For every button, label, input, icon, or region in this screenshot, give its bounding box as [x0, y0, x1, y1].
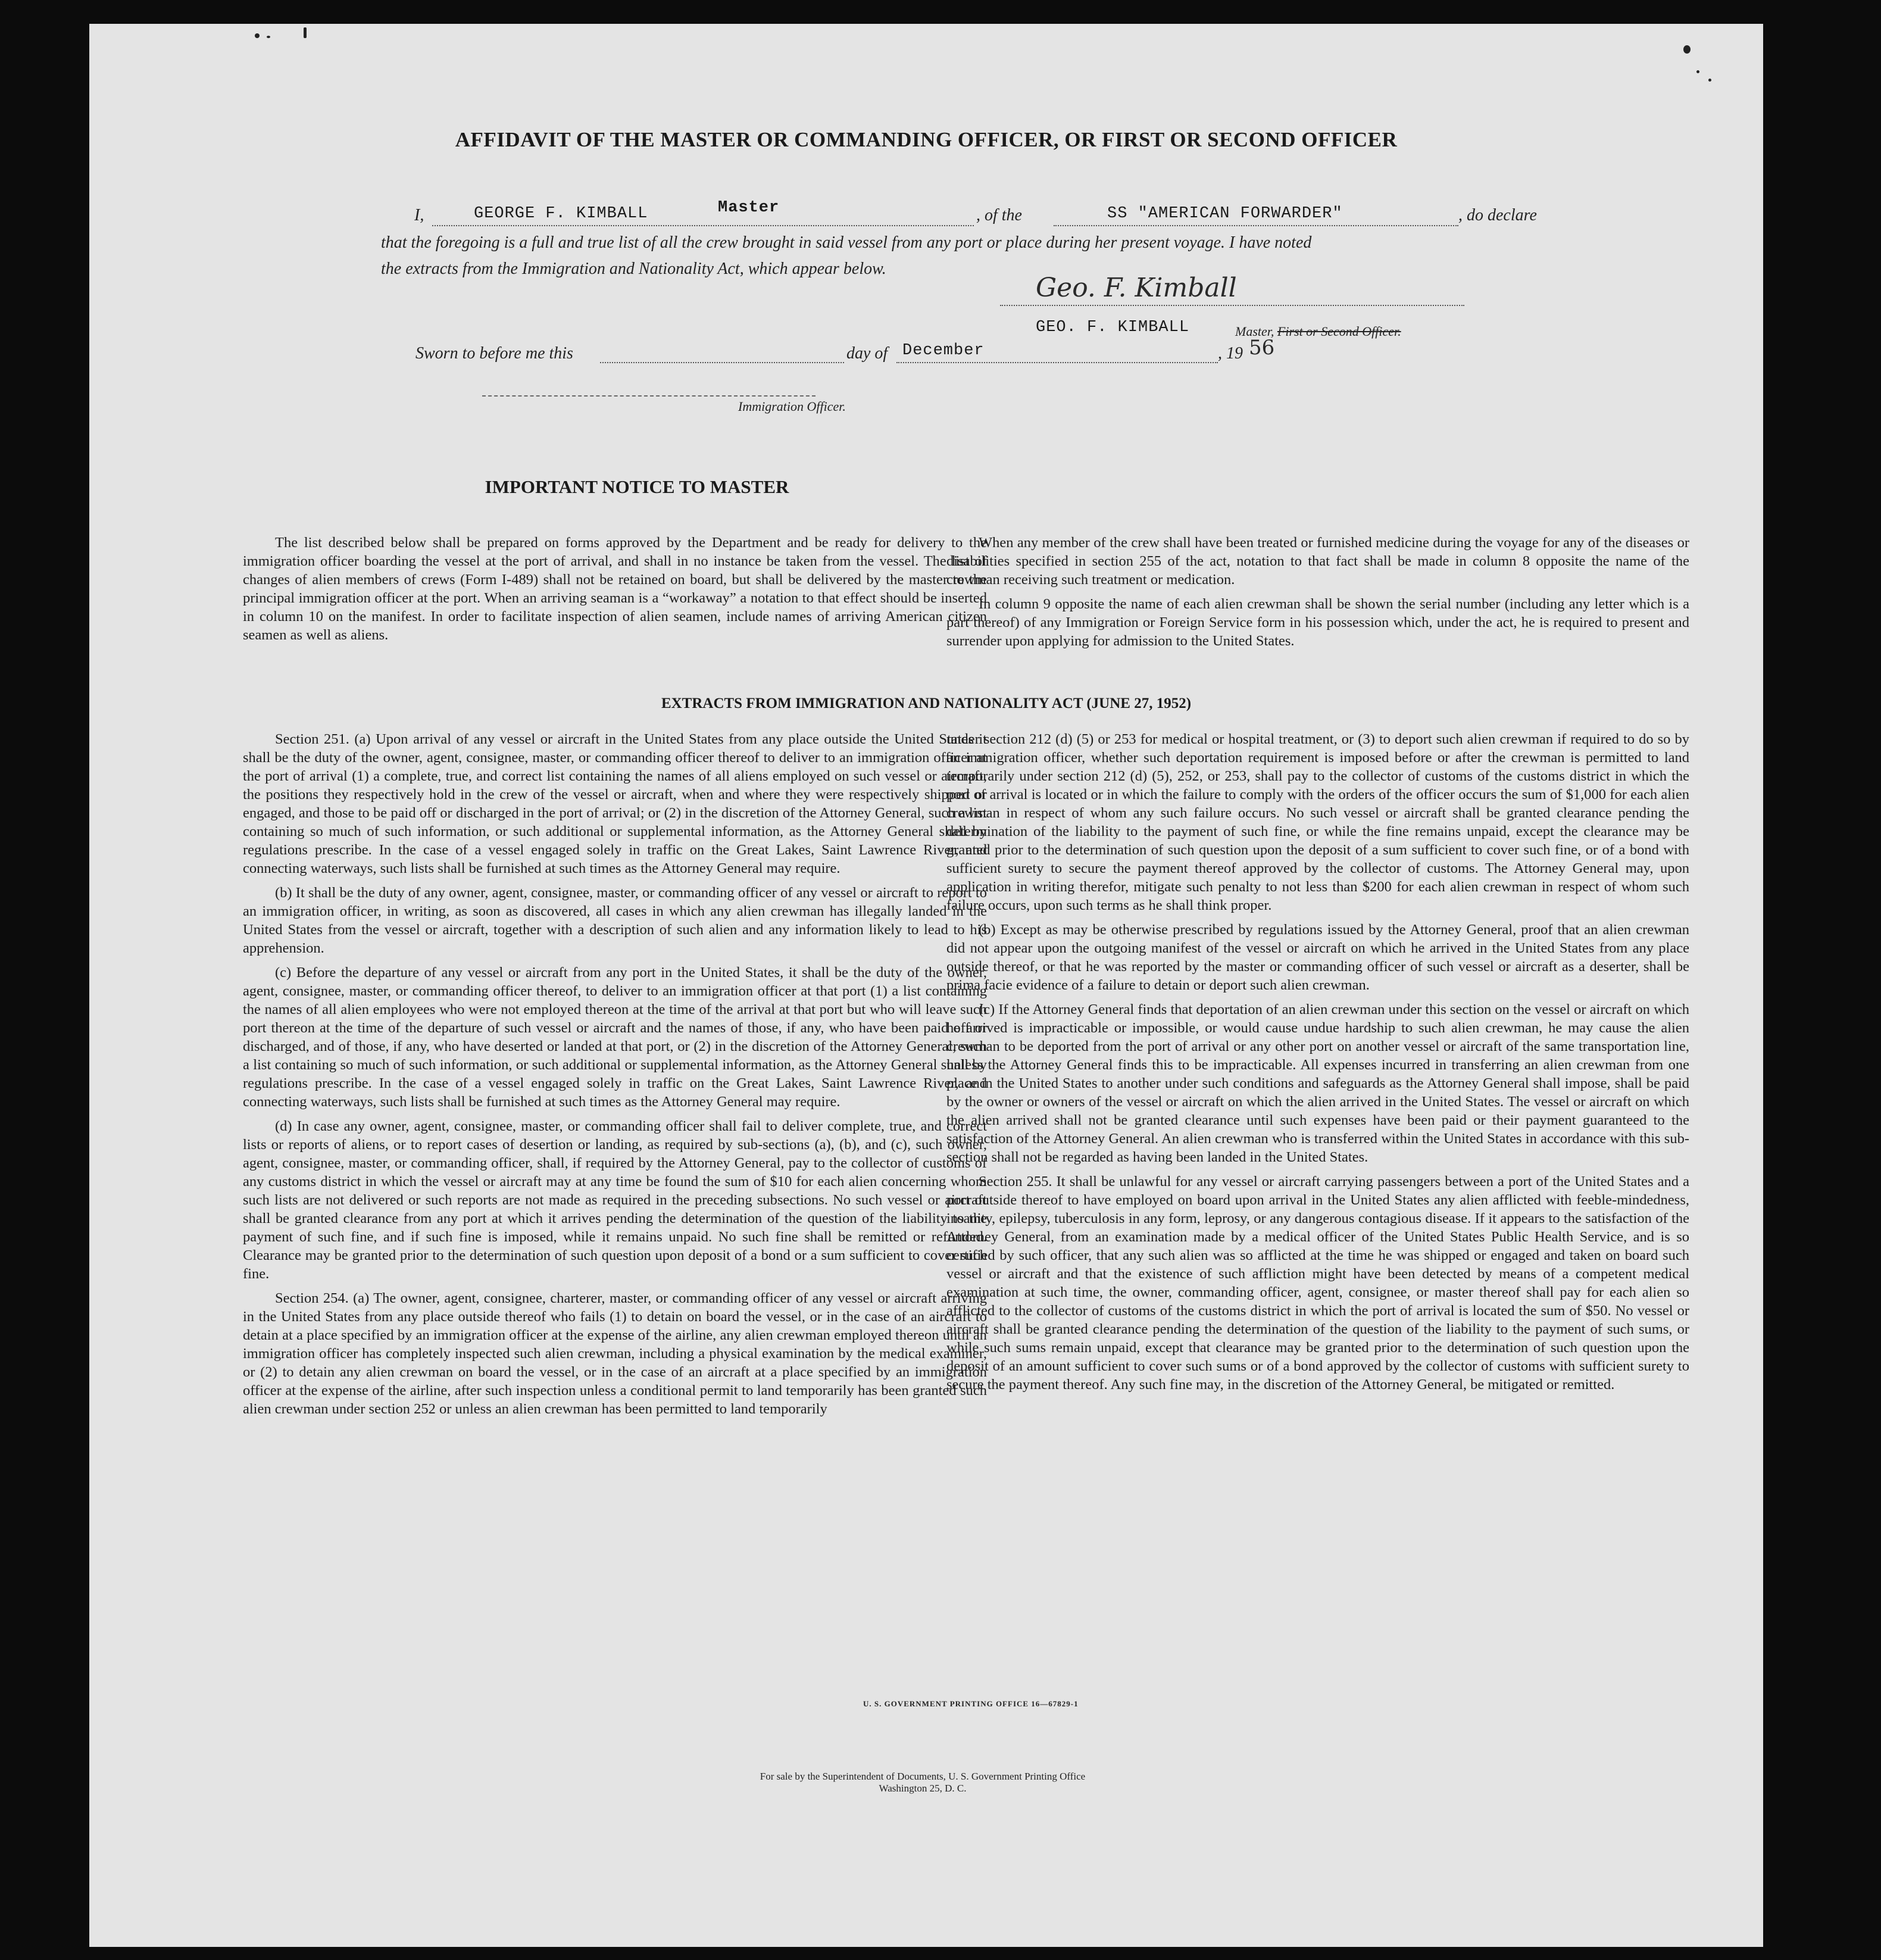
extracts-right-column	[946, 730, 1689, 1400]
notice-paragraph: The list described below shall be prepared on forms approved by the Department and be ready for delivery to the immigration officer boarding the vessel at the port of arrival, and shall in no instance be taken from the vessel. The list of changes of alien members of crews (Form I-489) shall not be retained on board, but shall be delivered by the master to the principal immigration officer at the port. When an arriving seaman is a “workaway” a notation to that effect should be inserted in column 10 on the manifest. In order to facilitate inspection of alien seamen, include names of arriving American citizen seamen as well as aliens.	[243, 535, 987, 643]
of-the-text: , of the	[976, 206, 1022, 224]
scan-speck	[255, 33, 260, 38]
sworn-text: Sworn to before me this	[415, 344, 573, 363]
master-rank: Master	[718, 199, 780, 217]
notice-paragraph: In column 9 opposite the name of each alien crewman shall be shown the serial number (including any letter which is a part thereof) of any Immigration or Foreign Service form in his possession which, under the act, he is required to present and surrender upon applying for admission to the United States.	[946, 596, 1689, 649]
sworn-month: December	[902, 342, 985, 360]
sworn-day-field	[600, 361, 844, 363]
year-prefix: , 19	[1218, 344, 1243, 363]
signer-title-prefix: Master,	[1235, 324, 1274, 339]
signature-line	[1000, 304, 1464, 306]
extracts-left-column	[243, 730, 987, 1424]
year-suffix: 56	[1249, 336, 1275, 360]
notice-paragraph: When any member of the crew shall have been treated or furnished medicine during the voyage for any of the diseases or disabilities specified in section 255 of the act, notation to that fact shall be made in column 8 opposite the name of the crewman receiving such treatment or medication.	[946, 535, 1689, 588]
vessel-name: SS "AMERICAN FORWARDER"	[1107, 205, 1343, 223]
scan-speck	[304, 27, 307, 38]
extracts-title: EXTRACTS FROM IMMIGRATION AND NATIONALITY ACT (JUNE 27, 1952)	[661, 695, 1192, 711]
day-of-text: day of	[846, 344, 888, 363]
do-declare-text: , do declare	[1458, 206, 1537, 224]
scan-speck	[1708, 79, 1711, 82]
vessel-field	[1054, 205, 1458, 226]
section-paragraph: Section 255. It shall be unlawful for any vessel or aircraft carrying passengers between a port of the United States and a port outside thereof to have employed on board upon arrival in the United States any alien afflicted with feeble-mindedness, insanity, epilepsy, tuberculosis in any form, leprosy, or any dangerous contagious disease. If it appears to the satisfaction of the Attorney General, from an examination made by a medical officer of the United States Public Health Service, and is so certified by such officer, that any such alien was so afflicted at the time he was shipped or engaged and taken on board such vessel or aircraft and that the existence of such affliction might have been detected by means of a competent medical examination at such time, the owner, commanding officer, agent, consignee, or master thereof shall pay for each alien so afflicted to the collector of customs of the customs district in which the port of arrival is located the sum of $50. No vessel or aircraft shall be granted clearance pending the determination of the question of the liability to the payment of such sums, or while such sums remain unpaid, except that clearance may be granted prior to the determination of such question upon the deposit of an amount sufficient to cover such sums or of a bond approved by the collector of customs with sufficient surety to secure the payment thereof. Any such fine may, in the discretion of the Attorney General, be mitigated or remitted.	[946, 1173, 1689, 1393]
master-name: GEORGE F. KIMBALL	[474, 205, 648, 223]
notice-title: IMPORTANT NOTICE TO MASTER	[485, 476, 789, 497]
signer-title-struck: First or Second Officer.	[1277, 324, 1401, 339]
scan-speck	[267, 36, 270, 38]
document-sheet	[89, 24, 1763, 1947]
name-field	[432, 199, 974, 226]
section-paragraph: Section 254. (a) The owner, agent, consignee, charterer, master, or commanding officer of any vessel or aircraft arriving in the United States from any place outside thereof who fails (1) to detain on board the vessel, or in the case of an aircraft to detain at a place specified by an immigration officer at the expense of the airline, any alien crewman employed thereon until an immigration officer has completely inspected such alien crewman, including a physical examination by the medical examiner, or (2) to detain any alien crewman on board the vessel, or in the case of an aircraft at a place specified by an immigration officer at the expense of the airline, after such inspection unless a conditional permit to land temporarily has been granted such alien crewman under section 252 or unless an alien crewman has been permitted to land temporarily	[243, 1290, 987, 1417]
immigration-officer-line	[482, 394, 815, 397]
scan-speck	[1696, 70, 1699, 73]
signed-name: GEO. F. KIMBALL	[1036, 319, 1190, 336]
notice-right-column	[946, 533, 1689, 656]
signature: Geo. F. Kimball	[1036, 273, 1237, 303]
section-paragraph: (d) In case any owner, agent, consignee, master, or commanding officer shall fail to deliver complete, true, and correct lists or reports of aliens, or to report cases of desertion or landing, as required by sub-sections (a), (b), and (c), such owner, agent, consignee, master, or commanding officer, shall, if required by the Attorney General, pay to the collector of customs of any customs district in which the vessel or aircraft may at any time be found the sum of $10 for each alien concerning whom such lists are not delivered or such reports are not made as required in the preceding subsections. No such vessel or aircraft shall be granted clearance from any port at which it arrives pending the determination of the question of the liability to the payment of such fine, and if such fine is imposed, while it remains unpaid. No such fine shall be remitted or refunded. Clearance may be granted prior to the determination of such question upon deposit of a bond or a sum sufficient to cover such fine.	[243, 1118, 987, 1282]
printer-imprint: U. S. GOVERNMENT PRINTING OFFICE 16—67829-1	[863, 1699, 1079, 1708]
intro-text: I,	[414, 206, 424, 224]
scan-speck	[1683, 45, 1691, 54]
affidavit-title: AFFIDAVIT OF THE MASTER OR COMMANDING OFFICER, OR FIRST OR SECOND OFFICER	[455, 128, 1398, 151]
section-paragraph: (c) Before the departure of any vessel or aircraft from any port in the United States, it shall be the duty of the owner, agent, consignee, master, or commanding officer thereof, to deliver to an immigration officer at that port (1) a list containing the names of all alien employees who were not employed thereon at the time of the arrival at that port but who will leave such port thereon at the time of the departure of such vessel or aircraft and the names of those, if any, who have been paid off or discharged, and of those, if any, who have deserted or landed at that port, or (2) in the discretion of the Attorney General, such a list containing so much of such information, or such additional or supplemental information, as the Attorney General shall by regulations prescribe. In the case of a vessel engaged solely in traffic on the Great Lakes, Saint Lawrence River, and connecting waterways, such lists shall be furnished at such times as the Attorney General may require.	[243, 965, 987, 1110]
month-field	[896, 342, 1218, 363]
section-paragraph: under section 212 (d) (5) or 253 for medical or hospital treatment, or (3) to deport such alien crewman if required to do so by an immigration officer, whether such deportation requirement is imposed before or after the crewman is permitted to land temporarily under section 212 (d) (5), 252, or 253, shall pay to the collector of customs of the customs district in which the port of arrival is located or in which the failure to comply with the orders of the officer occurs the sum of $1,000 for each alien crewman in respect of whom any such failure occurs. No such vessel or aircraft shall be granted clearance pending the determination of the liability to the payment of such fine, or while the fine remains unpaid, except the clearance may be granted prior to the determination of such question upon the deposit of a sum sufficient to cover such fine, or of a bond with sufficient surety to secure the payment thereof approved by the collector of customs. The Attorney General may, upon application in writing therefor, mitigate such penalty to not less than $200 for each alien crewman in respect of whom such failure occurs, upon such terms as he shall think proper.	[946, 731, 1689, 913]
sale-line-2: Washington 25, D. C.	[879, 1783, 967, 1794]
declaration-line-3: the extracts from the Immigration and Nationality Act, which appear below.	[381, 260, 886, 278]
immigration-officer-label: Immigration Officer.	[738, 399, 846, 414]
declaration-line-2: that the foregoing is a full and true list of all the crew brought in said vessel from any port or place during her present voyage. I have noted	[381, 233, 1312, 252]
section-paragraph: (b) Except as may be otherwise prescribed by regulations issued by the Attorney General, proof that an alien crewman did not appear upon the outgoing manifest of the vessel or aircraft on which he arrived in the United States from any place outside thereof, or that he was reported by the master or commanding officer of such vessel or aircraft as a deserter, shall be prima facie evidence of a failure to detain or deport such alien crewman.	[946, 922, 1689, 993]
section-paragraph: (c) If the Attorney General finds that deportation of an alien crewman under this section on the vessel or aircraft on which he arrived is impracticable or impossible, or would cause undue hardship to such alien crewman, he may cause the alien crewman to be deported from the port of arrival or any other port on another vessel or aircraft of the same transportation line, unless the Attorney General finds this to be impracticable. All expenses incurred in transferring an alien crewman from one place in the United States to another under such conditions and safeguards as the Attorney General shall impose, shall be paid by the owner or owners of the vessel or aircraft on which the alien arrived in the United States. The vessel or aircraft on which the alien arrived shall not be granted clearance until such expenses have been paid or their payment guaranteed to the satisfaction of the Attorney General. An alien crewman who is transferred within the United States in accordance with this sub-section shall not be regarded as having been landed in the United States.	[946, 1001, 1689, 1165]
sale-line-1: For sale by the Superintendent of Documents, U. S. Government Printing Office	[760, 1771, 1086, 1782]
section-paragraph: (b) It shall be the duty of any owner, agent, consignee, master, or commanding officer of any vessel or aircraft to report to an immigration officer, in writing, as soon as discovered, all cases in which any alien crewman has illegally landed in the United States from the vessel or aircraft, together with a description of such alien and any information likely to lead to his apprehension.	[243, 885, 987, 956]
notice-left-column	[243, 533, 987, 650]
section-paragraph: Section 251. (a) Upon arrival of any vessel or aircraft in the United States from any place outside the United States it shall be the duty of the owner, agent, consignee, master, or commanding officer thereof to deliver to an immigration officer at the port of arrival (1) a complete, true, and correct list containing the names of all aliens employed on such vessel or aircraft, the positions they respectively hold in the crew of the vessel or aircraft, when and where they were respectively shipped or engaged, and those to be paid off or discharged in the port of arrival; or (2) in the discretion of the Attorney General, such a list containing so much of such information, or such additional or supplemental information, as the Attorney General shall by regulations prescribe. In the case of a vessel engaged solely in traffic on the Great Lakes, Saint Lawrence River, and connecting waterways, such lists shall be furnished at such times as the Attorney General may require.	[243, 731, 987, 876]
sale-notice	[625, 1771, 1220, 1794]
